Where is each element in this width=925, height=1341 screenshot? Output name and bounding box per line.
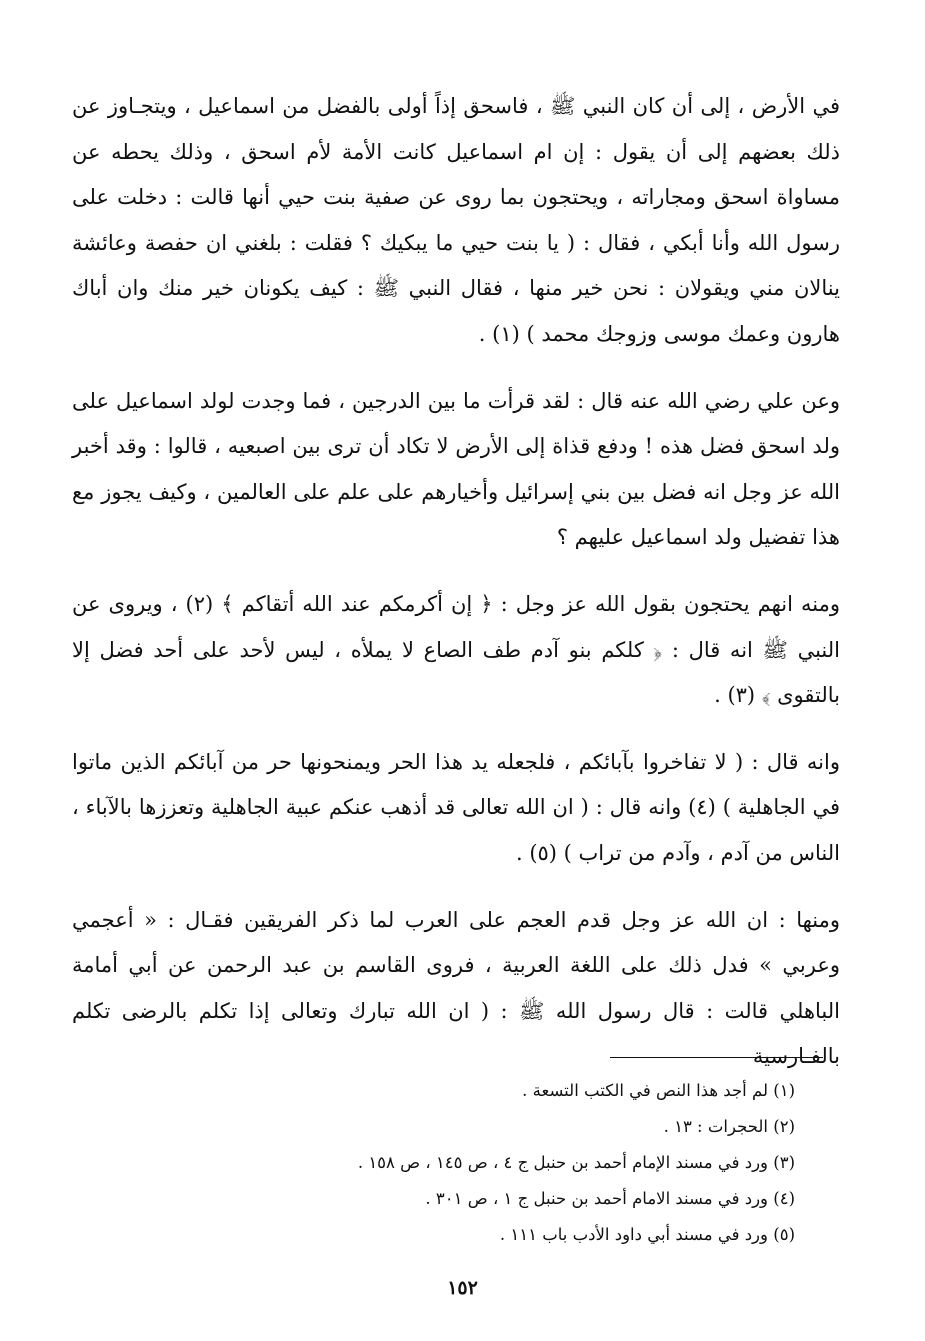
- footnote-3: (٣) ورد في مسند الإمام أحمد بن حنبل ج ٤ ، ص ١٤٥ ، ص ١٥٨ .: [357, 1153, 795, 1172]
- footnote-1: (١) لم أجد هذا النص في الكتب التسعة .: [522, 1081, 795, 1100]
- footnote-divider: [610, 1057, 823, 1058]
- page-number: ١٥٢: [447, 1277, 478, 1299]
- footnotes: [200, 1073, 795, 1253]
- paragraph-1: في الأرض ، إلى أن كان النبي ﷺ ، فاسحق إذاً أولى بالفضل من اسماعيل ، ويتجـاوز عن ذلك بعضهم إلى أن يقول : إن ام اسماعيل كانت الأمة لأم اسحق ، وذلك يحطه عن مساواة اسحق ومجاراته ، ويحتجون بما روى عن صفية بنت حيي أنها قالت : دخلت على رسول الله وأنا أبكي ، فقال : ( يا بنت حيي ما يبكيك ؟ فقلت : بلغني ان حفصة وعائشة ينالان مني ويقولان : نحن خير منها ، فقال النبي ﷺ : كيف يكونان خير منك وان أباك هارون وعمك موسى وزوجك محمد ) (١) .: [72, 94, 840, 346]
- paragraph-3: ومنه انهم يحتجون بقول الله عز وجل : ﴿ إن أكرمكم عند الله أتقاكم ﴾ (٢) ، ويروى عن النبي ﷺ انه قال : ﴿ كلكم بنو آدم طف الصاع لا يملأه ، ليس لأحد على أحد فضل إلا بالتقوى ﴾ (٣) .: [72, 591, 840, 708]
- paragraph-4: وانه قال : ( لا تفاخروا بآبائكم ، فلجعله يد هذا الحر ويمنحونها حر من آبائكم الذين ماتوا في الجاهلية ) (٤) وانه قال : ( ان الله تعالى قد أذهب عنكم عبية الجاهلية وتعززها بالآباء ، الناس من آدم ، وآدم من تراب ) (٥) .: [72, 749, 840, 865]
- footnote-4: (٤) ورد في مسند الامام أحمد بن حنبل ج ١ ، ص ٣٠١ .: [425, 1189, 795, 1208]
- footnote-2: (٢) الحجرات : ١٣ .: [663, 1117, 795, 1136]
- paragraph-5: ومنها : ان الله عز وجل قدم العجم على العرب لما ذكر الفريقين فقـال : « أعجمي وعربي » فدل ذلك على اللغة العربية ، فروى القاسم بن عبد الرحمن عن أبي أمامة الباهلي قالت : قال رسول الله ﷺ : ( ان الله تبارك وتعالى إذا تكلم بالرضى تكلم بالفـارسية: [72, 907, 840, 1069]
- footnote-5: (٥) ورد في مسند أبي داود الأدب باب ١١١ .: [499, 1225, 795, 1244]
- paragraph-2: وعن علي رضي الله عنه قال : لقد قرأت ما بين الدرجين ، فما وجدت لولد اسماعيل على ولد اسحق فضل هذه ! ودفع قذاة إلى الأرض لا تكاد أن ترى بين اصبعيه ، قالوا : وقد أخبر الله عز وجل انه فضل بين بني إسرائيل وأخيارهم على علم على العالمين ، وكيف يجوز مع هذا تفضيل ولد اسماعيل عليهم ؟: [72, 388, 840, 550]
- main-text: [72, 84, 840, 1080]
